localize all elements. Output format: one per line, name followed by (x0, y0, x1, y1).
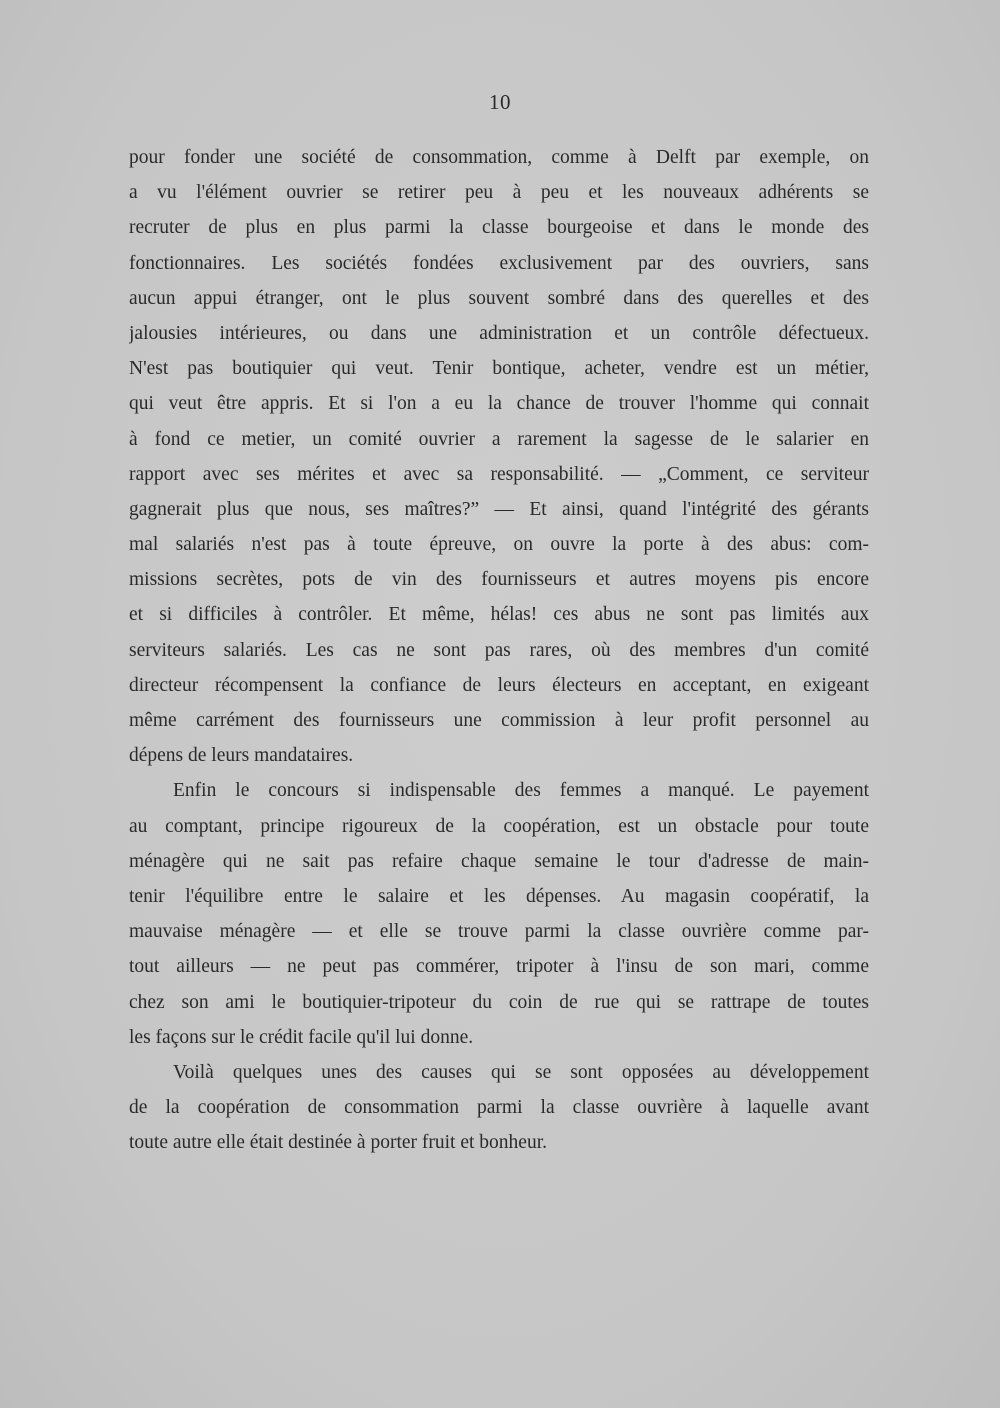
text-line: N'est pas boutiquier qui veut. Tenir bontique, acheter, vendre est un métier, (129, 358, 869, 380)
text-line: toute autre elle était destinée à porter fruit et bonheur. (129, 1132, 547, 1154)
body-text (129, 140, 869, 1160)
text-line: mauvaise ménagère — et elle se trouve parmi la classe ouvrière comme par- (129, 921, 869, 943)
text-line: chez son ami le boutiquier-tripoteur du coin de rue qui se rattrape de toutes (129, 991, 869, 1013)
text-line: de la coopération de consommation parmi la classe ouvrière à laquelle avant (129, 1097, 869, 1119)
text-line: a vu l'élément ouvrier se retirer peu à peu et les nouveaux adhérents se (129, 182, 869, 204)
text-line: et si difficiles à contrôler. Et même, hélas! ces abus ne sont pas limités aux (129, 604, 869, 626)
text-line: qui veut être appris. Et si l'on a eu la chance de trouver l'homme qui connait (129, 393, 869, 415)
text-line: pour fonder une société de consommation, comme à Delft par exemple, on (129, 147, 869, 168)
text-line: rapport avec ses mérites et avec sa responsabilité. — „Comment, ce serviteur (129, 463, 869, 485)
text-line: tenir l'équilibre entre le salaire et les dépenses. Au magasin coopératif, la (129, 885, 869, 907)
text-line: recruter de plus en plus parmi la classe bourgeoise et dans le monde des (129, 217, 869, 239)
page-number: 10 (489, 90, 511, 114)
paragraph (129, 140, 869, 773)
text-line: Enfin le concours si indispensable des femmes a manqué. Le payement (173, 780, 869, 802)
text-line: mal salariés n'est pas à toute épreuve, on ouvre la porte à des abus: com- (129, 534, 869, 556)
text-line: gagnerait plus que nous, ses maîtres?” — Et ainsi, quand l'intégrité des gérants (129, 498, 869, 520)
text-line: missions secrètes, pots de vin des fournisseurs et autres moyens pis encore (129, 569, 869, 591)
paragraph (129, 1055, 869, 1161)
text-line: aucun appui étranger, ont le plus souvent sombré dans des querelles et des (129, 287, 869, 309)
text-line: même carrément des fournisseurs une commission à leur profit personnel au (129, 710, 869, 731)
text-line: à fond ce metier, un comité ouvrier a rarement la sagesse de le salarier en (129, 428, 869, 450)
text-line: fonctionnaires. Les sociétés fondées exclusivement par des ouvriers, sans (129, 252, 869, 274)
text-line: les façons sur le crédit facile qu'il lui donne. (129, 1026, 474, 1048)
text-line: dépens de leurs mandataires. (129, 745, 354, 767)
paragraph (129, 773, 869, 1055)
text-line: tout ailleurs — ne peut pas commérer, tripoter à l'insu de son mari, comme (129, 956, 869, 978)
text-line: ménagère qui ne sait pas refaire chaque semaine le tour d'adresse de main- (129, 850, 869, 872)
text-line: Voilà quelques unes des causes qui se sont opposées au développement (173, 1061, 869, 1083)
text-line: directeur récompensent la confiance de leurs électeurs en acceptant, en exigeant (129, 674, 869, 696)
text-line: au comptant, principe rigoureux de la coopération, est un obstacle pour toute (129, 815, 869, 837)
text-line: jalousies intérieures, ou dans une administration et un contrôle défectueux. (129, 322, 869, 344)
text-line: serviteurs salariés. Les cas ne sont pas rares, où des membres d'un comité (129, 639, 869, 661)
